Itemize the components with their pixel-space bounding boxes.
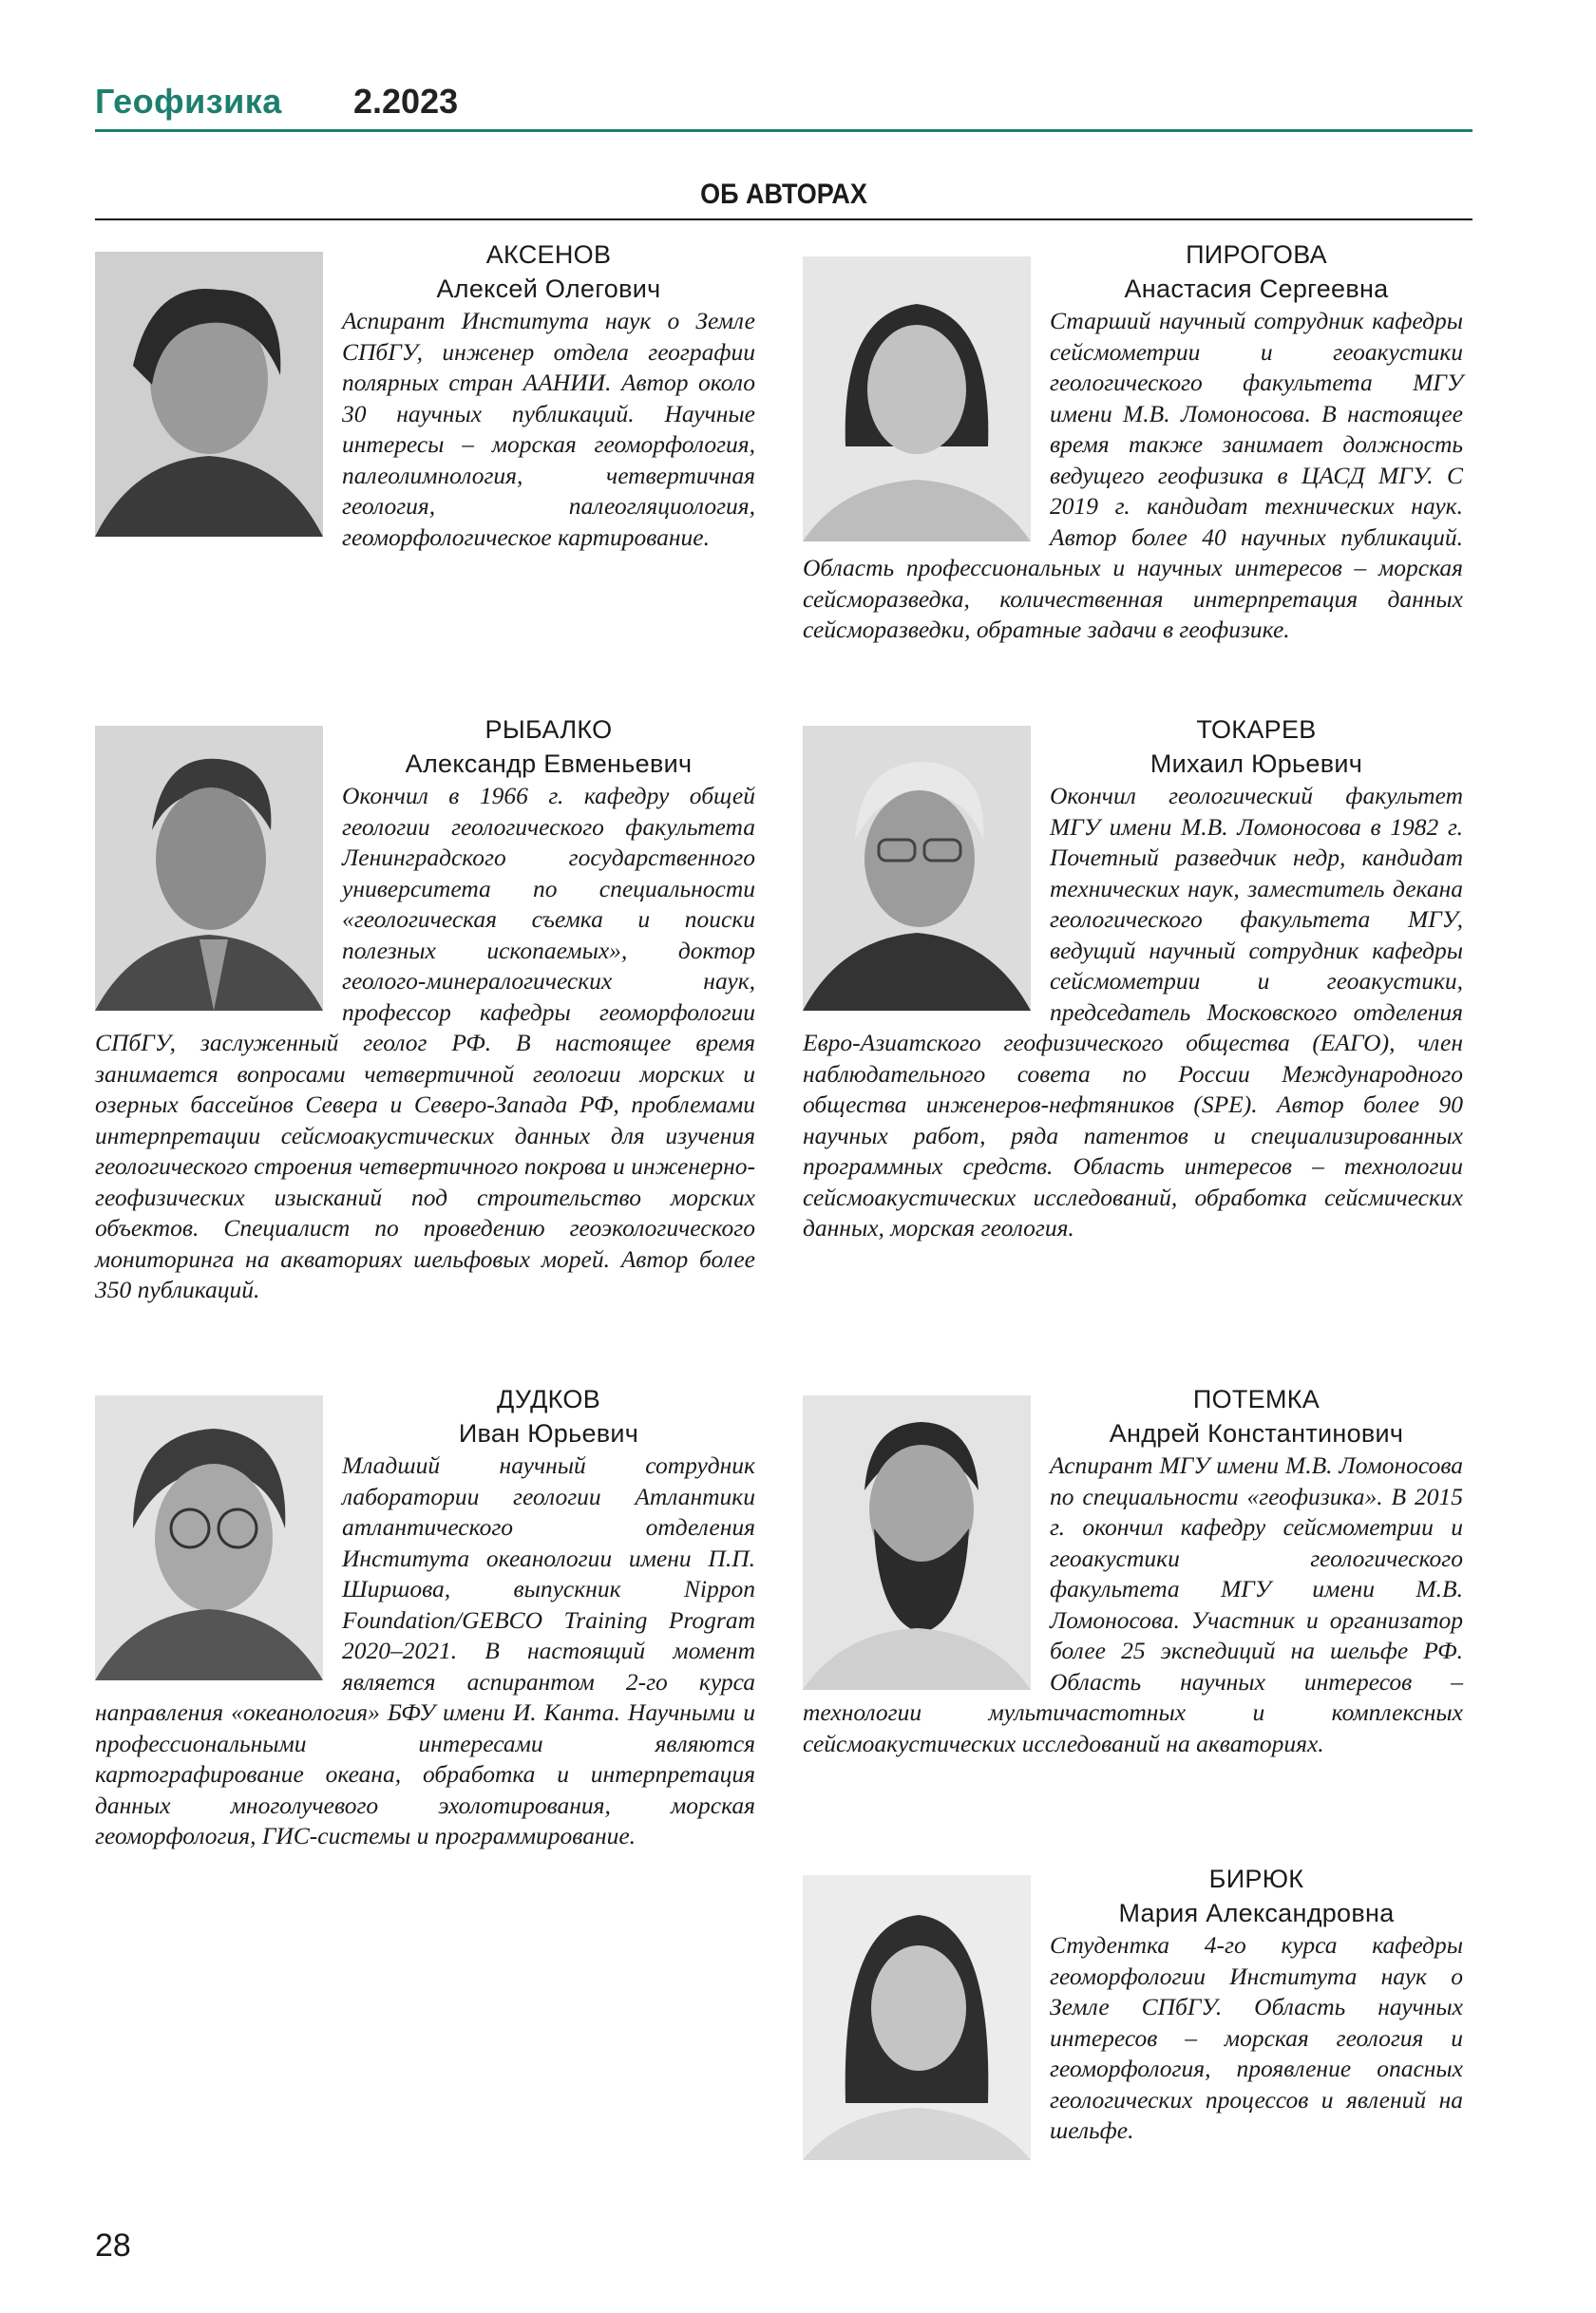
- author-given-name: Мария Александровна: [1118, 1899, 1395, 1927]
- author-card: [95, 1382, 755, 1852]
- author-bio: Студентка 4-го курса кафедры геоморфологии Института наук о Земле СПбГУ. Область научных интересов – морская геология и геоморфология, проявление опасных геологических процессов и явлений на шельфе.: [1050, 1931, 1463, 2144]
- section-title: ОБ АВТОРАХ: [700, 179, 867, 210]
- author-surname: ТОКАРЕВ: [1196, 715, 1317, 744]
- author-photo: [803, 1395, 1031, 1690]
- author-card: [803, 712, 1463, 1244]
- author-bio: Аспирант Института наук о Земле СПбГУ, инженер отдела географии полярных стран ААНИИ. Автор около 30 научных публикаций. Научные интересы – морская геоморфология, палеолимнология, четвертичная геология, палеогляциология, геоморфологическое картирование.: [342, 307, 755, 551]
- author-surname: РЫБАЛКО: [484, 715, 613, 744]
- author-surname: ПИРОГОВА: [1186, 240, 1327, 269]
- author-given-name: Иван Юрьевич: [458, 1419, 639, 1448]
- author-bio: Окончил в 1966 г. кафедру общей геологии геологического факультета Ленинградского государственного университета по специальности «геологическая съемка и поиски полезных ископаемых», доктор геолого-минералогических наук, профессор кафедры геоморфологии СПбГУ, заслуженный геолог РФ. В настоящее время занимается вопросами четвертичной геологии морских и озерных бассейнов Севера и Северо-Запада РФ, проблемами интерпретации сейсмоакустических данных для изучения геологического строения четвертичного покрова и инженерно-геофизических изысканий под строительство морских объектов. Специалист по проведению геоэкологического мониторинга на акваториях шельфовых морей. Автор более 350 публикаций.: [95, 782, 755, 1303]
- author-given-name: Алексей Олегович: [436, 275, 661, 303]
- author-photo: [95, 252, 323, 537]
- author-bio: Старший научный сотрудник кафедры сейсмометрии и геоакустики геологического факультета МГУ имени М.В. Ломоносова. В настоящее время также занимает должность ведущего геофизика в ЦАСД МГУ. С 2019 г. кандидат технических наук. Автор более 40 научных публикаций. Область профессиональных и научных интересов – морская сейсморазведка, количественная интерпретация данных сейсморазведки, обратные задачи в геофизике.: [803, 307, 1463, 643]
- author-photo: [95, 726, 323, 1011]
- author-surname: БИРЮК: [1208, 1865, 1304, 1893]
- author-given-name: Михаил Юрьевич: [1150, 749, 1363, 778]
- header-divider: [95, 129, 1472, 132]
- author-surname: АКСЕНОВ: [485, 240, 612, 269]
- author-bio: Окончил геологический факультет МГУ имени М.В. Ломоносова в 1982 г. Почетный разведчик недр, кандидат технических наук, заместитель декана геологического факультета МГУ, ведущий научный сотрудник кафедры сейсмометрии и геоакустики, председатель Московского отделения Евро-Азиатского геофизического общества (ЕАГО), член наблюдательного совета по России Международного общества инженеров-нефтяников (SPE). Автор более 90 научных работ, ряда патентов и специализированных программных средств. Область интересов – технологии сейсмоакустических исследований, обработка сейсмических данных, морская геология.: [803, 782, 1463, 1242]
- page-number: 28: [95, 2228, 131, 2264]
- author-given-name: Анастасия Сергеевна: [1124, 275, 1389, 303]
- author-card: [803, 237, 1463, 646]
- author-card: [803, 1382, 1463, 1759]
- issue-number: 2.2023: [353, 82, 459, 121]
- author-photo: [803, 1875, 1031, 2160]
- author-card: [95, 237, 755, 553]
- author-given-name: Андрей Константинович: [1109, 1419, 1404, 1448]
- section-divider: [95, 218, 1472, 220]
- author-photo: [803, 256, 1031, 541]
- author-card: [803, 1862, 1463, 2168]
- author-bio: Аспирант МГУ имени М.В. Ломоносова по специальности «геофизика». В 2015 г. окончил кафедру сейсмометрии и геоакустики геологического факультета МГУ имени М.В. Ломоносова. Участник и организатор более 25 экспедиций на шельфе РФ. Область научных интересов – технологии мультичастотных и комплексных сейсмоакустических исследований на акваториях.: [803, 1451, 1463, 1757]
- author-photo: [803, 726, 1031, 1011]
- journal-title: Геофизика: [95, 82, 282, 121]
- author-bio: Младший научный сотрудник лаборатории геологии Атлантики атлантического отделения Института океанологии имени П.П. Ширшова, выпускник Nippon Foundation/GEBCO Training Program 2020–2021. В настоящий момент является аспирантом 2-го курса направления «океанология» БФУ имени И. Канта. Научными и профессиональными интересами являются картографирование океана, обработка и интерпретация данных многолучевого эхолотирования, морская геоморфология, ГИС-системы и программирование.: [95, 1451, 755, 1849]
- author-card: [95, 712, 755, 1306]
- author-given-name: Александр Евменьевич: [405, 749, 693, 778]
- author-surname: ДУДКОВ: [496, 1385, 601, 1413]
- author-photo: [95, 1395, 323, 1680]
- author-surname: ПОТЕМКА: [1192, 1385, 1320, 1413]
